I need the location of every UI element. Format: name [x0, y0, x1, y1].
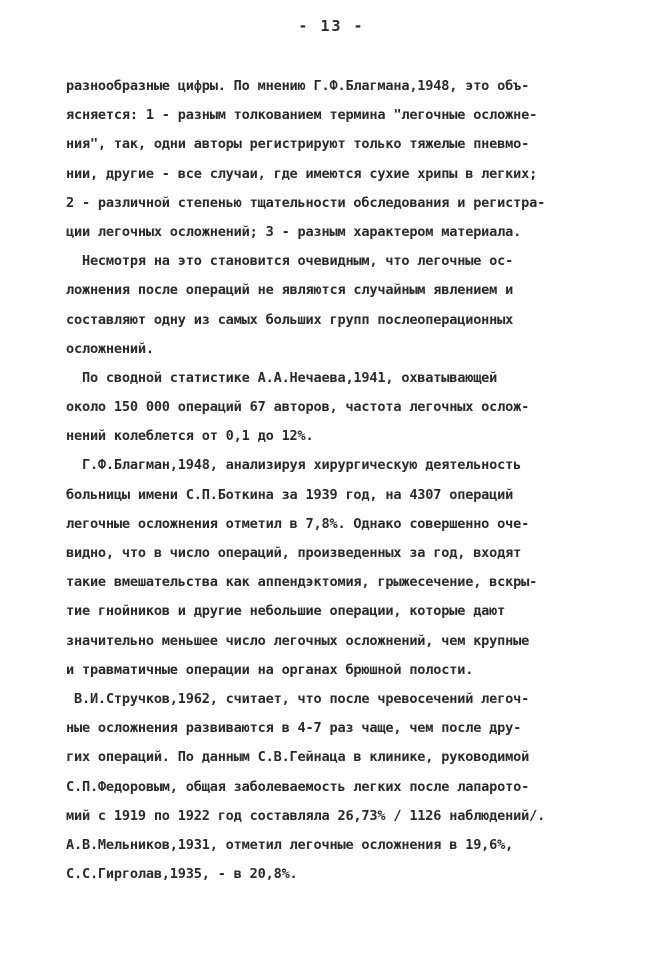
text-line: и травматичные операции на органах брюшной полости. — [66, 661, 474, 678]
text-line: видно, что в число операций, произведенных за год, входят — [66, 545, 522, 561]
text-line: разнообразные цифры. По мнению Г.Ф.Благмана,1948, это объ- — [66, 78, 530, 94]
text-line: нии, другие - все случаи, где имеются сухие хрипы в легких; — [66, 165, 538, 182]
text-line: ясняется: 1 - разным толкованием термина "легочные осложне- — [66, 107, 538, 124]
text-line: гих операций. По данным С.В.Гейнаца в клинике, руководимой — [66, 749, 530, 766]
paragraph — [66, 364, 636, 452]
text-line: А.В.Мельников,1931, отметил легочные осложнения в 19,6%, — [66, 836, 514, 853]
text-line: такие вмешательства как аппендэктомия, грыжесечение, вскры- — [66, 574, 538, 591]
text-line: С.П.Федоровым, общая заболеваемость легких после лапарото- — [66, 778, 530, 795]
text-line: легочные осложнения отметил в 7,8%. Однако совершенно оче- — [66, 515, 530, 532]
text-line: По сводной статистике А.А.Нечаева,1941, охватывающей — [66, 369, 498, 386]
text-line: 2 - различной степенью тщательности обследования и регистра- — [66, 194, 546, 211]
text-line: ложнения после операций не являются случайным явлением и — [66, 282, 514, 299]
text-line: ния", так, одни авторы регистрируют только тяжелые пневмо- — [66, 136, 530, 153]
text-line: тие гнойников и другие небольшие операции, которые дают — [66, 603, 506, 620]
paragraph — [66, 685, 636, 889]
text-line: больницы имени С.П.Боткина за 1939 год, на 4307 операций — [66, 486, 514, 503]
text-line: Г.Ф.Благман,1948, анализируя хирургическую деятельность — [66, 457, 522, 474]
document-body — [66, 72, 636, 889]
paragraph — [66, 72, 636, 247]
text-line: ные осложнения развиваются в 4-7 раз чаще, чем после дру- — [66, 720, 522, 737]
text-line: значительно меньшее число легочных осложнений, чем крупные — [66, 632, 530, 649]
page-number: - 13 - — [298, 17, 365, 35]
text-line: составляют одну из самых больших групп послеоперационных — [66, 311, 514, 328]
text-line: Несмотря на это становится очевидным, что легочные ос- — [66, 253, 514, 270]
paragraph — [66, 247, 636, 364]
paragraph — [66, 451, 636, 685]
text-line: С.С.Гирголав,1935, - в 20,8%. — [66, 866, 298, 883]
text-line: около 150 000 операций 67 авторов, частота легочных ослож- — [66, 399, 530, 416]
text-line: мий с 1919 по 1922 год составляла 26,73% / 1126 наблюдений/. — [66, 807, 546, 824]
text-line: нений колеблется от 0,1 до 12%. — [66, 428, 314, 445]
text-line: осложнений. — [66, 340, 154, 357]
text-line: ции легочных осложнений; 3 - разным характером материала. — [66, 223, 522, 240]
text-line: В.И.Стручков,1962, считает, что после чревосечений легоч- — [66, 690, 530, 707]
